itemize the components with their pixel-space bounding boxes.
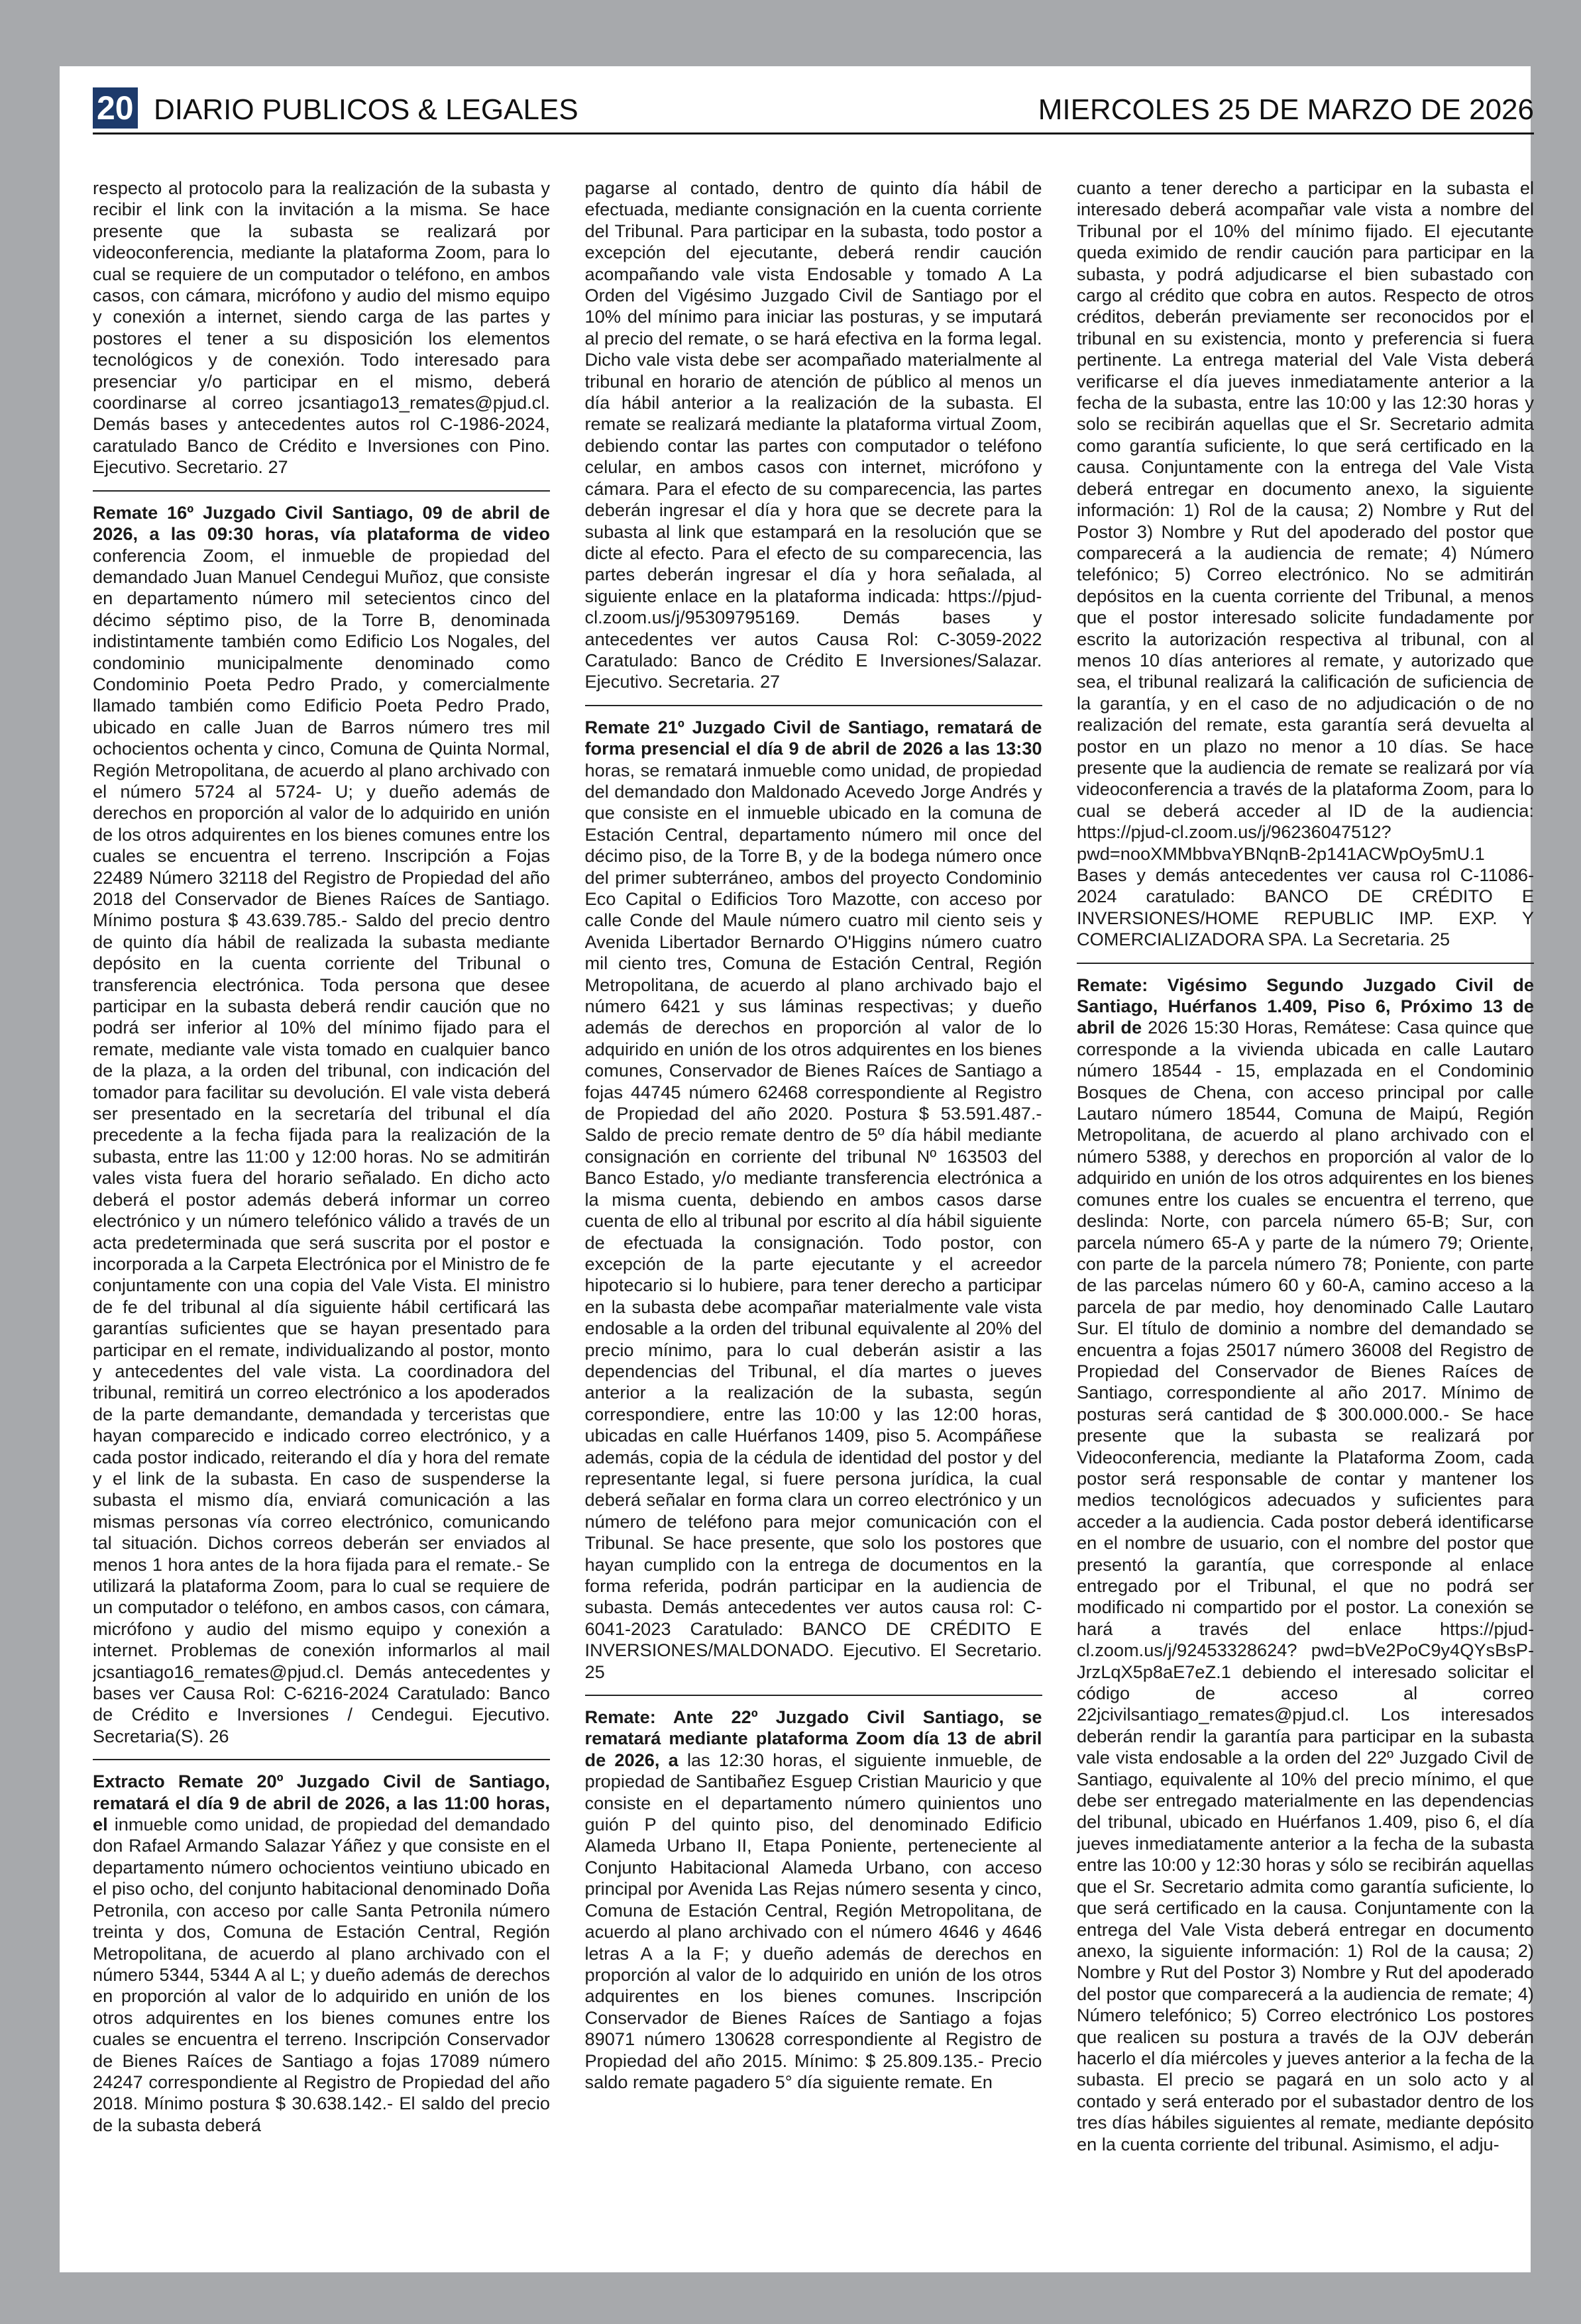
divider [93,490,550,492]
notice-remate-20 [93,1771,550,2136]
notice-title: Remate: Vigésimo Segundo Juzgado Civil de Santiago, Huérfanos 1.409, Piso 6, Próximo 13 de abril de [1077,974,1534,1038]
divider [1077,963,1534,964]
publication-name: DIARIO PUBLICOS & LEGALES [154,93,578,126]
notice-continuation: respecto al protocolo para la realización de la subasta y recibir el link con la invitación a la misma. Se hace presente que la subasta se realizará por videoconferencia, mediante la plataforma Zoom, para lo cual se requiere de un computador o teléfono, en ambos casos, con cámara, micrófono y audio del mismo equipo y conexión a internet, siendo carga de las partes y postores el tener a su disposición los elementos tecnológicos y de conexión. Todo interesado para presenciar y/o participar en el mismo, deberá coordinarse al correo jcsantiago13_remates@pjud.cl. Demás bases y antecedentes autos rol C-1986-2024, caratulado Banco de Crédito e Inversiones con Pino. Ejecutivo. Secretario. 27 [93,178,550,478]
notice-body: inmueble como unidad, de propiedad del demandado don Rafael Armando Salazar Yáñez y que consiste en el departamento número ochocientos veintiuno ubicado en el piso ocho, del conjunto habitacional denominado Doña Petronila, con acceso por calle Santa Petronila número treinta y dos, Comuna de Estación Central, Región Metropolitana, de acuerdo al plano archivado con el número 5344, 5344 A al L; y dueño además de derechos en proporción al valor de lo adquirido en unión de los otros adquirentes en los bienes comunes entre los cuales se encuentra el terreno. Inscripción Conservador de Bienes Raíces de Santiago a fojas 17089 número 24247 correspondiente al Registro de Propiedad del año 2018. Mínimo postura $ 30.638.142.- El saldo del precio de la subasta deberá [93,1814,550,2135]
column-2 [585,178,1042,2264]
notice-title: Remate 16º Juzgado Civil Santiago, 09 de abril de 2026, a las 09:30 horas, vía plataforma de video [93,502,550,545]
notice-title: Extracto Remate 20º Juzgado Civil de Santiago, rematará el día 9 de abril de 2026, a las 11:00 horas, el [93,1771,550,1835]
notice-continuation: cuanto a tener derecho a participar en la subasta el interesado deberá acompañar vale vista a nombre del Tribunal por el 10% del mínimo fijado. El ejecutante queda eximido de rendir caución para participar en la subasta, y podrá adjudicarse el bien subastado con cargo al crédito que cobra en autos. Respecto de otros créditos, deberán previamente ser reconocidos por el tribunal en su existencia, monto y preferencia si fuera pertinente. La entrega material del Vale Vista deberá verificarse el día jueves inmediatamente anterior a la fecha de la subasta, entre las 10:00 y las 12:30 horas y solo se recibirán aquellas que el Sr. Secretario admita como garantía suficiente, lo que será certificado en la causa. Conjuntamente con la entrega del Vale Vista deberá entregar en documento anexo, la siguiente información: 1) Rol de la causa; 2) Nombre y Rut del Postor 3) Nombre y Rut del apoderado del postor que comparecerá a la audiencia de remate; 4) Número telefónico; 5) Correo electrónico. No se admitirán depósitos en la cuenta corriente del Tribunal, a menos que el postor interesado solicite fundadamente por escrito la autorización respectiva al tribunal, con al menos 10 días anteriores al remate, y autorizado que sea, el tribunal realizará la calificación de suficiencia de la garantía, y en el caso de no adjudicación o de no realización del remate, esta garantía será devuelta al postor en un plazo no menor a 10 días. Se hace presente que la audiencia de remate se realizará por vía videoconferencia a través de la plataforma Zoom, para lo cual se deberá acceder al ID de la audiencia: https://pjud-cl.zoom.us/j/96236047512?pwd=nooXMMbbvaYBNqnB-2p141ACWpOy5mU.1 Bases y demás antecedentes ver causa rol C-11086-2024 caratulado: BANCO DE CRÉDITO E INVERSIONES/HOME REPUBLIC IMP. EXP. Y COMERCIALIZADORA SPA. La Secretaria. 25 [1077,178,1534,950]
article-columns [93,178,1534,2264]
notice-body: las 12:30 horas, el siguiente inmueble, de propiedad de Santibañez Esguep Cristian Mauricio y que consiste en el departamento número quinientos uno guión P del quinto piso, del denominado Edificio Alameda Urbano II, Etapa Poniente, perteneciente al Conjunto Habitacional Alameda Urbano, con acceso principal por Avenida Las Rejas número sesenta y cinco, Comuna de Estación Central, Región Metropolitana, de acuerdo al plano archivado con el número 4646 y 4646 letras A a la F; y dueño además de derechos en proporción al valor de lo adquirido en unión de los otros adquirentes en los bienes comunes. Inscripción Conservador de Bienes Raíces de Santiago a fojas 89071 número 130628 correspondiente al Registro de Propiedad del año 2015. Mínimo: $ 25.809.135.- Precio saldo remate pagadero 5° día siguiente remate. En [584,1749,1042,2092]
notice-remate-vigesimo-segundo [1077,975,1534,2155]
column-1 [93,178,550,2264]
notice-body: horas, se rematará inmueble como unidad, de propiedad del demandado don Maldonado Acevedo Jorge Andrés y que consiste en el inmueble ubicado en la comuna de Estación Central, departamento número mil once del décimo piso, de la Torre B, y de la bodega número once del primer subterráneo, ambos del proyecto Condominio Eco Capital o Edificios Toro Mazotte, con acceso por calle Conde del Maule número cuatro mil ciento seis y Avenida Libertador Bernardo O'Higgins número cuatro mil ciento tres, Comuna de Estación Central, Región Metropolitana, de acuerdo al plano archivado bajo el número 6421 y sus láminas respectivas; y dueño además de derechos en proporción al valor de lo adquirido en unión de los otros adquirentes en los bienes comunes, Conservador de Bienes Raíces de Santiago a fojas 44745 número 62468 correspondiente al Registro de Propiedad del año 2020. Postura $ 53.591.487.- Saldo de precio remate dentro de 5º día hábil mediante consignación en corriente del tribunal Nº 163503 del Banco Estado, y/o mediante transferencia electrónica a la misma cuenta, debiendo en ambos casos darse cuenta de ello al tribunal por escrito al día hábil siguiente de efectuada la consignación. Todo postor, con excepción de la parte ejecutante y el acreedor hipotecario si lo hubiere, para tener derecho a participar en la subasta debe acompañar materialmente vale vista endosable a la orden del tribunal equivalente al 20% del precio mínimo, para lo cual deberán asistir a las dependencias del Tribunal, el día martes o jueves anterior a la realización de la subasta, según correspondiere, entre las 10:00 y las 12:00 horas, ubicadas en calle Huérfanos 1409, piso 5. Acompáñese además, copia de la cédula de identidad del postor y del representante legal, si fuere persona jurídica, la cual deberá señalar en forma clara un correo electrónico y un número de teléfono para mejor comunicación con el Tribunal. Se hace presente, que solo los postores que hayan cumplido con la entrega de documentos en la forma referida, podrán participar en la audiencia de subasta. Demás antecedentes ver autos causa rol: C-6041-2023 Caratulado: BANCO DE CRÉDITO E INVERSIONES/MALDONADO. Ejecutivo. El Secretario. 25 [584,759,1042,1682]
divider [93,1759,550,1760]
notice-body: conferencia Zoom, el inmueble de propiedad del demandado Juan Manuel Cendegui Muñoz, que consiste en departamento número mil setecientos cinco del décimo séptimo piso, de la Torre B, denominada indistintamente también como Edificio Los Nogales, del condominio municipalmente denominado como Condominio Poeta Pedro Prado, y comercialmente llamado también como Edificio Poeta Pedro Prado, ubicado en calle Juan de Barros número tres mil ochocientos ochenta y cinco, Comuna de Quinta Normal, Región Metropolitana, de acuerdo al plano archivado con el número 5724 al 5724- U; y dueño además de derechos en proporción al valor de lo adquirido en unión de los otros adquirentes en los bienes comunes entre los cuales se encuentra el terreno. Inscripción a Fojas 22489 Número 32118 del Registro de Propiedad del año 2018 del Conservador de Bienes Raíces de Santiago. Mínimo postura $ 43.639.785.- Saldo del precio dentro de quinto día hábil de realizada la subasta mediante depósito en la cuenta corriente del Tribunal o transferencia electrónica. Toda persona que desee participar en la subasta deberá rendir caución que no podrá ser inferior al 10% del mínimo fijado para el remate, mediante vale vista tomado en cualquier banco de la plaza, a la orden del tribunal, con indicación del tomador para facilitar su devolución. El vale vista deberá ser presentado en la secretaría del tribunal el día precedente a la fecha fijada para la realización de la subasta, entre las 11:00 y 12:00 horas. No se admitirán vales vista fuera del horario señalado. En dicho acto deberá el postor además deberá informar un correo electrónico y un número telefónico válido a través de un acta predeterminada que será suscrita por el postor e incorporada a la Carpeta Electrónica por el Ministro de fe conjuntamente con una copia del Vale Vista. El ministro de fe del tribunal al día siguiente hábil certificará las garantías suficientes que se hayan presentado para participar en el remate, individualizando al postor, monto y antecedentes del vale vista. La coordinadora del tribunal, remitirá un correo electrónico a los apoderados de la parte demandante, demandada y terceristas que hayan comparecido e indicado correo electrónico, y a cada postor indicado, reiterando el día y hora del remate y el link de la subasta. En caso de suspenderse la subasta el mismo día, enviará comunicación a las mismas personas vía correo electrónico, comunicando tal situación. Dichos correos deberán ser enviados al menos 1 hora antes de la hora fijada para el remate.- Se utilizará la plataforma Zoom, para lo cual se requiere de un computador o teléfono, en ambos casos, con cámara, micrófono y audio del mismo equipo y conexión a internet. Problemas de conexión informarlos al mail jcsantiago16_remates@pjud.cl. Demás antecedentes y bases ver Causa Rol: C-6216-2024 Caratulado: Banco de Crédito e Inversiones / Cendegui. Ejecutivo. Secretaria(S). 26 [93,545,550,1746]
publication-date: MIERCOLES 25 DE MARZO DE 2026 [1038,93,1534,126]
divider [585,705,1042,706]
notice-body: 2026 15:30 Horas, Remátese: Casa quince que corresponde a la vivienda ubicada en calle Lautaro número 18544 - 15, emplazada en el Condominio Bosques de Chena, con acceso principal por calle Lautaro número 18544, Comuna de Maipú, Región Metropolitana, de acuerdo al plano archivado con el número 5388, y derechos en proporción al valor de lo adquirido en unión de los otros adquirentes en los bienes comunes entre los cuales se encuentra el terreno, que deslinda: Norte, con parcela número 65-B; Sur, con parcela número 65-A y parte de la número 79; Oriente, con parte de la parcela número 78; Poniente, con parte de las parcelas número 60 y 60-A, camino acceso a la parcela de par medio, hoy denominado Calle Lautaro Sur. El título de dominio a nombre del demandado se encuentra a fojas 25017 número 36008 del Registro de Propiedad del Conservador de Bienes Raíces de Santiago, correspondiente al año 2017. Mínimo de posturas será cantidad de $ 300.000.000.- Se hace presente que la subasta se realizará por Videoconferencia, mediante la Plataforma Zoom, cada postor será responsable de contar y mantener los medios tecnológicos adecuados y suficientes para acceder a la audiencia. Cada postor deberá identificarse en el nombre de usuario, con el nombre del postor que presentó la garantía, que corresponde al enlace entregado por el Tribunal, el que no podrá ser modificado ni compartido por el postor. La conexión se hará a través del enlace https://pjud-cl.zoom.us/j/92453328624? pwd=bVe2PoC9y4QYsBsP-JrzLqX5p8aE7eZ.1 debiendo el interesado solicitar el código de acceso al correo 22jcivilsantiago_remates@pjud.cl. Los interesados deberán rendir la garantía para participar en la subasta vale vista endosable a la orden del 22º Juzgado Civil de Santiago, equivalente al 10% del precio mínimo, el que debe ser entregado materialmente en las dependencias del tribunal, ubicado en Huérfanos 1.409, piso 6, el día jueves inmediatamente anterior a la fecha de la subasta entre las 10:00 y 12:30 horas y sólo se recibirán aquellas que el Sr. Secretario admita como garantía suficiente, lo que será certificado en la causa. Conjuntamente con la entrega del Vale Vista deberá entregar en documento anexo, la siguiente información: 1) Rol de la causa; 2) Nombre y Rut del Postor 3) Nombre y Rut del apoderado del postor que comparecerá a la audiencia de remate; 4) Número telefónico; 5) Correo electrónico Los postores que realicen su postura a través de la OJV deberán hacerlo el día miércoles y jueves anterior a la fecha de la subasta. El precio se pagará en un solo acto y al contado y será enterado por el subastador dentro de los tres días hábiles siguientes al remate, mediante depósito en la cuenta corriente del tribunal. Asimismo, el adju- [1077,1017,1534,2154]
notice-continuation: pagarse al contado, dentro de quinto día hábil de efectuada, mediante consignación en la cuenta corriente del Tribunal. Para participar en la subasta, todo postor a excepción del ejecutante, deberá rendir caución acompañando vale vista Endosable y tomado A La Orden del Vigésimo Juzgado Civil de Santiago por el 10% del mínimo para iniciar las posturas, y se imputará al precio del remate, o se hará efectiva en la forma legal. Dicho vale vista debe ser acompañado materialmente al tribunal en horario de atención de público al menos un día hábil anterior a la realización de la subasta. El remate se realizará mediante la plataforma virtual Zoom, debiendo contar las partes con computador o teléfono celular, en ambos casos con internet, micrófono y cámara. Para el efecto de su comparecencia, las partes deberán ingresar el día y hora que se decrete para la subasta al link que estampará en la resolución que se dicte al efecto. Para el efecto de su comparecencia, las partes deberán ingresar el día y hora señalada, al siguiente enlace en la plataforma indicada: https://pjud-cl.zoom.us/j/95309795169. Demás bases y antecedentes ver autos Causa Rol: C-3059-2022 Caratulado: Banco de Crédito E Inversiones/Salazar. Ejecutivo. Secretaria. 27 [584,178,1042,692]
notice-remate-22 [585,1707,1042,2093]
notice-title: Remate 21º Juzgado Civil de Santiago, rematará de forma presencial el día 9 de abril de 2026 a las 13:30 [584,716,1042,759]
notice-remate-21 [585,717,1042,1683]
divider [585,1695,1042,1696]
page-header [93,86,1534,134]
page-number: 20 [93,87,138,129]
notice-remate-16 [93,502,550,1748]
column-3 [1077,178,1534,2264]
notice-title: Remate: Ante 22º Juzgado Civil Santiago, se rematará mediante plataforma Zoom día 13 de abril de 2026, a [584,1707,1042,1770]
